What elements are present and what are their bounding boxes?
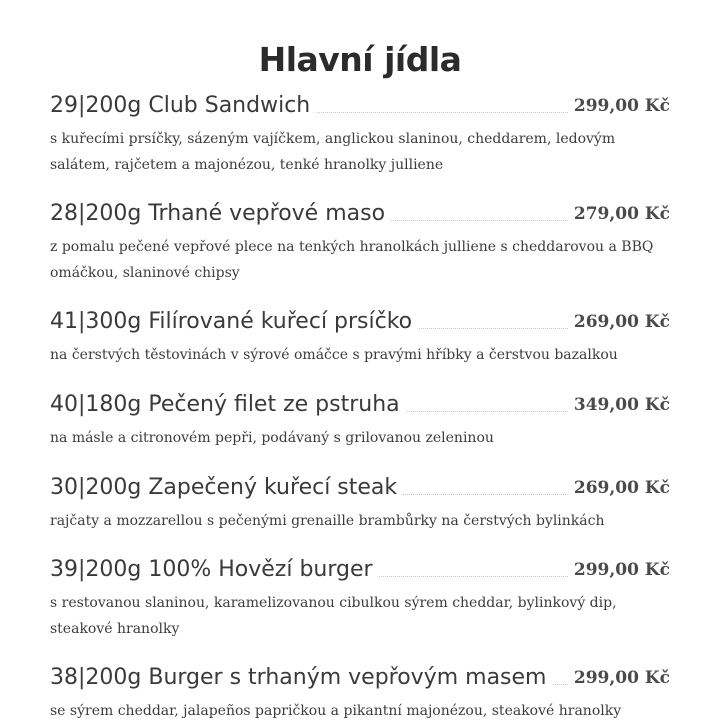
menu-item-price: 269,00 Kč bbox=[568, 475, 670, 501]
menu-item-description: na čerstvých těstovinách v sýrové omáčce s pravými hříbky a čerstvou bazalkou bbox=[50, 347, 618, 363]
menu-item-header bbox=[50, 391, 670, 421]
menu-item-price: 299,00 Kč bbox=[568, 557, 670, 583]
menu-item-name: 40|180g Pečený filet ze pstruha bbox=[50, 391, 406, 419]
menu-item-price: 279,00 Kč bbox=[568, 201, 670, 227]
section-title: Hlavní jídla bbox=[258, 40, 462, 79]
menu-item-name: 39|200g 100% Hovězí burger bbox=[50, 556, 379, 584]
menu-item-name: 41|300g Filírované kuřecí prsíčko bbox=[50, 308, 418, 336]
menu-item-name: 38|200g Burger s trhaným vepřovým masem bbox=[50, 664, 552, 692]
menu-item-price: 299,00 Kč bbox=[568, 665, 670, 691]
menu-item-header bbox=[50, 664, 670, 694]
menu-item-price: 299,00 Kč bbox=[568, 93, 670, 119]
menu-item-description: se sýrem cheddar, jalapeños papričkou a pikantní majonézou, steakové hranolky bbox=[50, 703, 622, 719]
menu-item-description: s kuřecími prsíčky, sázeným vajíčkem, anglickou slaninou, cheddarem, ledovým salátem, rajčetem a majonézou, tenké hranolky julliene bbox=[50, 131, 616, 173]
menu-item-price: 269,00 Kč bbox=[568, 309, 670, 335]
menu-item-description: rajčaty a mozzarellou s pečenými grenaille brambůrky na čerstvých bylinkách bbox=[50, 513, 605, 529]
menu-item bbox=[50, 92, 670, 178]
menu-item bbox=[50, 664, 670, 724]
menu-item-description: na másle a citronovém pepři, podávaný s grilovanou zeleninou bbox=[50, 430, 494, 446]
menu-item bbox=[50, 391, 670, 451]
menu-item-header bbox=[50, 308, 670, 338]
menu-item-name: 28|200g Trhané vepřové maso bbox=[50, 200, 391, 228]
menu-item bbox=[50, 556, 670, 642]
menu-item-price: 349,00 Kč bbox=[568, 392, 670, 418]
menu-item-header bbox=[50, 556, 670, 586]
menu-item-name: 29|200g Club Sandwich bbox=[50, 92, 316, 120]
menu-item bbox=[50, 308, 670, 368]
menu-item bbox=[50, 200, 670, 286]
menu-item-description: z pomalu pečené vepřové plece na tenkých hranolkách julliene s cheddarovou a BBQ omáčkou, slaninové chipsy bbox=[50, 239, 654, 281]
menu-item-header bbox=[50, 200, 670, 230]
menu-item-header bbox=[50, 474, 670, 504]
menu-item-header bbox=[50, 92, 670, 122]
menu-item-description: s restovanou slaninou, karamelizovanou cibulkou sýrem cheddar, bylinkový dip, steakové hranolky bbox=[50, 595, 617, 637]
menu-item-name: 30|200g Zapečený kuřecí steak bbox=[50, 474, 403, 502]
menu-item bbox=[50, 474, 670, 534]
